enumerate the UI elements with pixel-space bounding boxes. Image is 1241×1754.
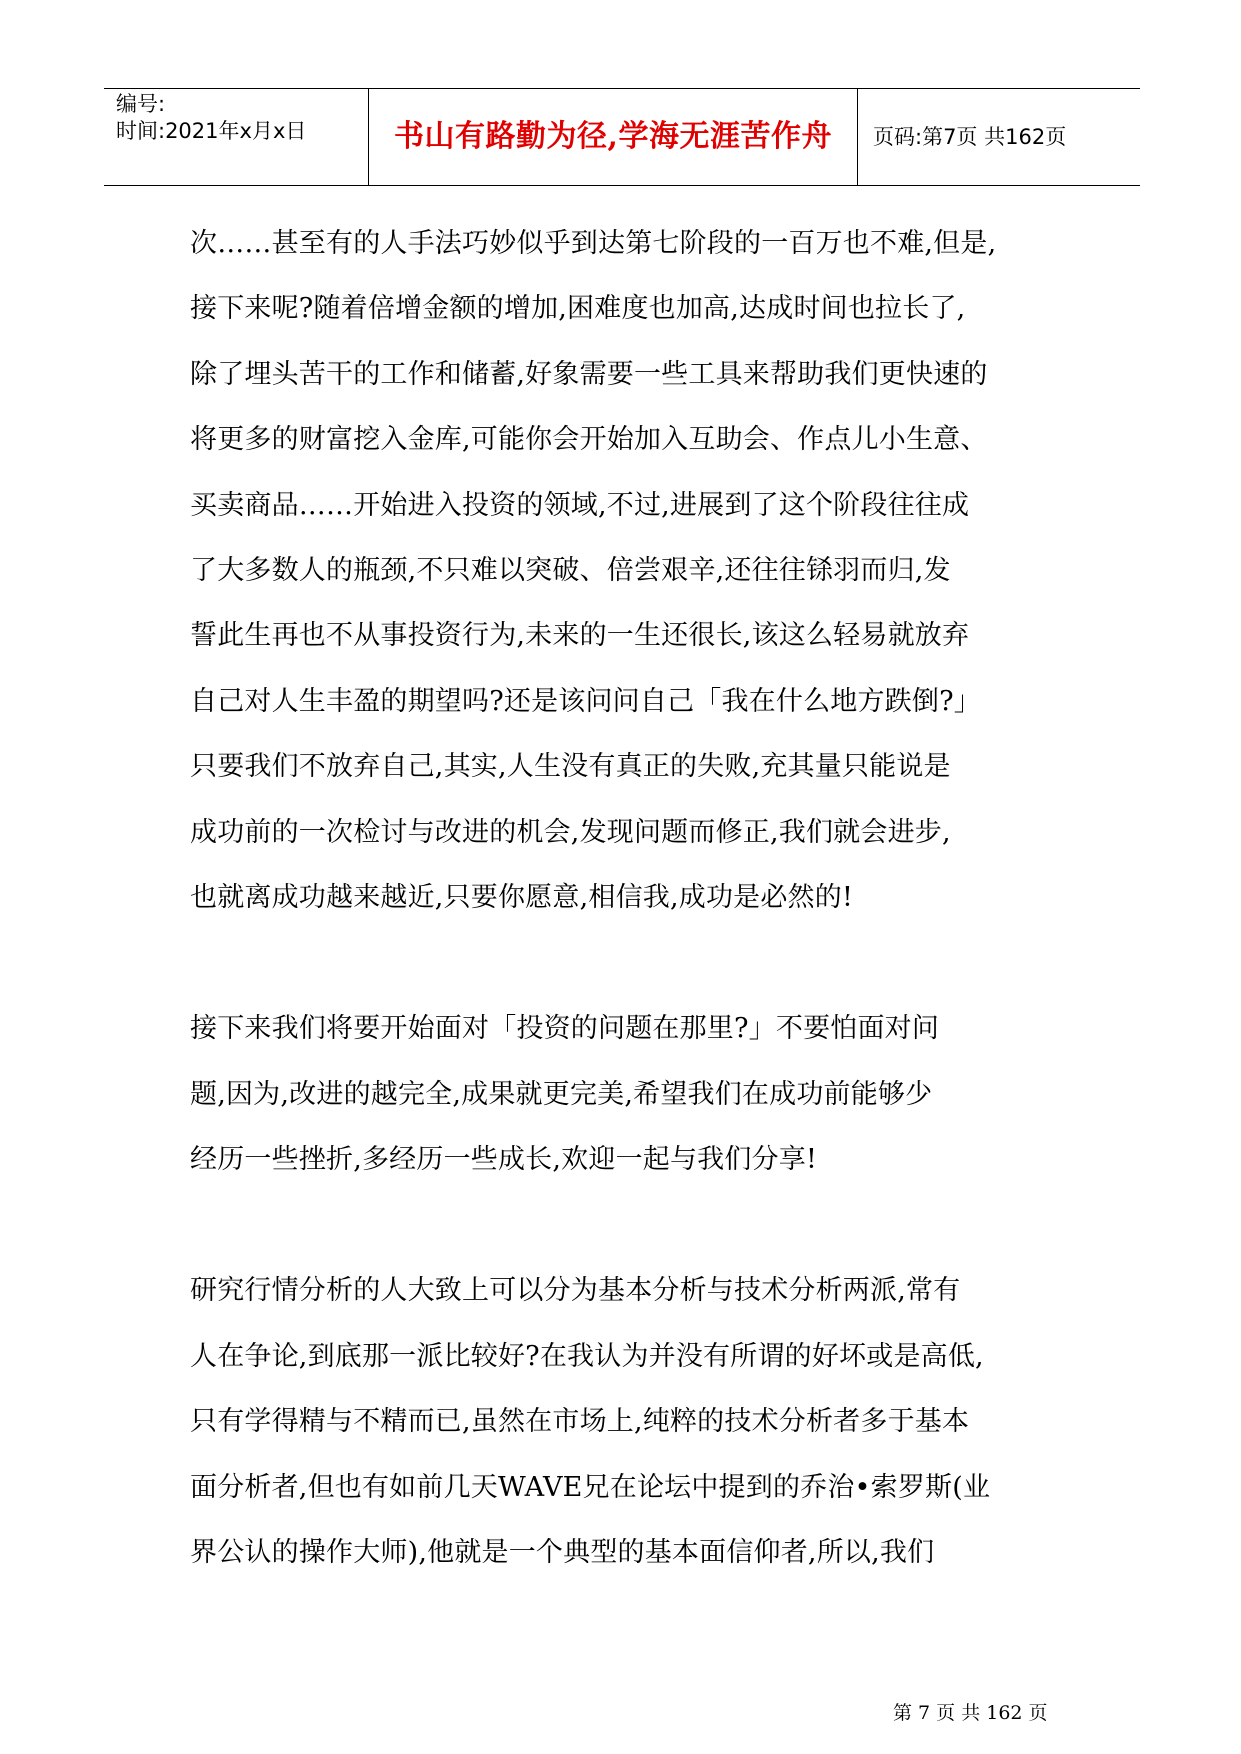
text-line: 次……甚至有的人手法巧妙似乎到达第七阶段的一百万也不难,但是, (190, 228, 997, 259)
text-line: 将更多的财富挖入金库,可能你会开始加入互助会、作点儿小生意、 (190, 424, 988, 455)
text-line: 面分析者,但也有如前几天WAVE兄在论坛中提到的乔治•索罗斯(业 (190, 1472, 991, 1503)
page-footer: 第 7 页 共 162 页 (893, 1702, 1048, 1724)
text-line: 接下来我们将要开始面对「投资的问题在那里?」不要怕面对问 (190, 1013, 940, 1044)
header-page-cell (859, 89, 1140, 185)
text-line: 接下来呢?随着倍增金额的增加,困难度也加高,达成时间也拉长了, (190, 293, 966, 324)
text-line: 研究行情分析的人大致上可以分为基本分析与技术分析两派,常有 (190, 1275, 961, 1306)
text-line: 也就离成功越来越近,只要你愿意,相信我,成功是必然的! (190, 882, 853, 913)
text-line: 界公认的操作大师),他就是一个典型的基本面信仰者,所以,我们 (190, 1537, 935, 1568)
text-line: 人在争论,到底那一派比较好?在我认为并没有所谓的好坏或是高低, (190, 1341, 984, 1372)
text-line: 除了埋头苦干的工作和储蓄,好象需要一些工具来帮助我们更快速的 (190, 359, 988, 390)
document-header (104, 88, 1140, 186)
text-line: 只要我们不放弃自己,其实,人生没有真正的失败,充其量只能说是 (190, 751, 951, 782)
text-line: 经历一些挫折,多经历一些成长,欢迎一起与我们分享! (190, 1144, 818, 1175)
header-meta-cell (104, 89, 369, 185)
text-line: 誓此生再也不从事投资行为,未来的一生还很长,该这么轻易就放弃 (190, 620, 970, 651)
text-line: 了大多数人的瓶颈,不只难以突破、倍尝艰辛,还往往铩羽而归,发 (190, 555, 951, 586)
time-label: 时间:2021年x月x日 (116, 119, 307, 143)
header-motto-cell (369, 89, 858, 185)
text-line: 自己对人生丰盈的期望吗?还是该问问自己「我在什么地方跌倒?」 (190, 686, 981, 717)
text-line: 成功前的一次检讨与改进的机会,发现问题而修正,我们就会进步, (190, 817, 951, 848)
text-line: 题,因为,改进的越完全,成果就更完美,希望我们在成功前能够少 (190, 1079, 933, 1110)
text-line: 只有学得精与不精而已,虽然在市场上,纯粹的技术分析者多于基本 (190, 1406, 970, 1437)
header-motto: 书山有路勤为径,学海无涯苦作舟 (394, 119, 832, 154)
text-line: 买卖商品……开始进入投资的领域,不过,进展到了这个阶段往往成 (190, 490, 970, 521)
serial-number-label: 编号: (116, 92, 166, 116)
page-code: 页码:第7页 共162页 (873, 125, 1067, 149)
